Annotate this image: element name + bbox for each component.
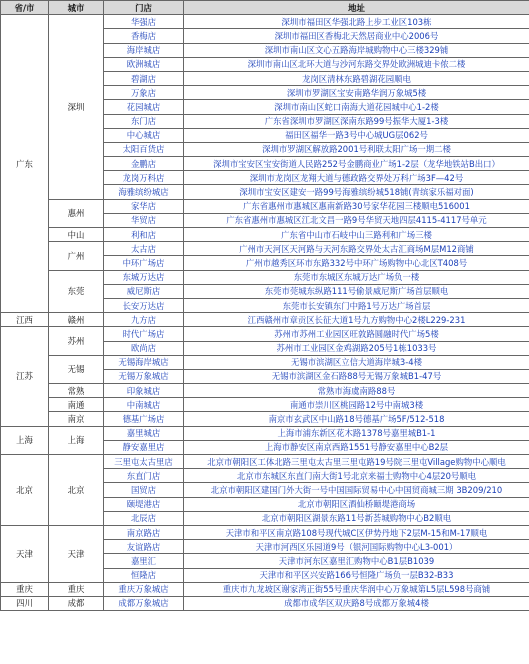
city-cell: 成都 bbox=[49, 596, 104, 610]
store-name-cell: 龙岗万科店 bbox=[104, 171, 184, 185]
store-name-cell: 长安万达店 bbox=[104, 298, 184, 312]
store-address-cell: 广东省惠州市惠城区惠南新路30号家华花园三楼顺电516001 bbox=[184, 199, 529, 213]
province-cell: 四川 bbox=[1, 596, 49, 610]
table-row bbox=[1, 15, 529, 29]
store-name-cell: 时代广场店 bbox=[104, 327, 184, 341]
store-address-cell: 深圳市宝安区建安一路99号海雅缤纷城518铺(青缤家乐福对面) bbox=[184, 185, 529, 199]
store-name-cell: 海雅缤纷城店 bbox=[104, 185, 184, 199]
table-row bbox=[1, 327, 529, 341]
table-body bbox=[1, 15, 529, 611]
header-address: 地址 bbox=[184, 1, 529, 15]
store-address-cell: 深圳市南山区蛇口南海大道花园城中心1-2楼 bbox=[184, 100, 529, 114]
city-cell: 赣州 bbox=[49, 313, 104, 327]
store-address-cell: 深圳市罗湖区解放路2001号利联太阳广场一期二楼 bbox=[184, 142, 529, 156]
store-name-cell: 东门店 bbox=[104, 114, 184, 128]
province-cell: 江苏 bbox=[1, 327, 49, 426]
table-row bbox=[1, 426, 529, 440]
province-cell: 江西 bbox=[1, 313, 49, 327]
province-cell: 北京 bbox=[1, 455, 49, 526]
store-address-cell: 天津市河东区嘉里汇购物中心B1层B1039 bbox=[184, 554, 529, 568]
city-cell: 天津 bbox=[49, 525, 104, 582]
store-name-cell: 华贸店 bbox=[104, 213, 184, 227]
city-cell: 惠州 bbox=[49, 199, 104, 227]
store-address-cell: 南通市崇川区桃园路12号中南城3楼 bbox=[184, 398, 529, 412]
store-name-cell: 恒隆店 bbox=[104, 568, 184, 582]
city-cell: 广州 bbox=[49, 242, 104, 270]
store-address-cell: 北京市朝阳区湖景东路11号新荟城购物中心B2顺电 bbox=[184, 511, 529, 525]
store-address-cell: 上海市静安区南京西路1551号静安嘉里中心B2层 bbox=[184, 440, 529, 454]
store-address-cell: 深圳市南山区文心五路海岸城购物中心三楼329铺 bbox=[184, 43, 529, 57]
table-row bbox=[1, 242, 529, 256]
store-address-cell: 北京市朝阳区酒仙桥颐堤港商场 bbox=[184, 497, 529, 511]
store-address-cell: 成都市成华区双庆路8号成都万象城4楼 bbox=[184, 596, 529, 610]
city-cell: 北京 bbox=[49, 455, 104, 526]
store-name-cell: 嘉里城店 bbox=[104, 426, 184, 440]
city-cell: 东莞 bbox=[49, 270, 104, 313]
store-name-cell: 无锡万象城店 bbox=[104, 369, 184, 383]
store-name-cell: 成都万象城店 bbox=[104, 596, 184, 610]
store-name-cell: 嘉里汇 bbox=[104, 554, 184, 568]
store-address-cell: 常熟市海虞南路88号 bbox=[184, 384, 529, 398]
store-name-cell: 家华店 bbox=[104, 199, 184, 213]
store-address-cell: 北京市朝阳区建国门外大街一号中国国际贸易中心中国贸商城三期 3B209/210 bbox=[184, 483, 529, 497]
store-name-cell: 中南城店 bbox=[104, 398, 184, 412]
header-province: 省/市 bbox=[1, 1, 49, 15]
store-name-cell: 颐堤港店 bbox=[104, 497, 184, 511]
province-cell: 上海 bbox=[1, 426, 49, 454]
store-name-cell: 德基广场店 bbox=[104, 412, 184, 426]
store-address-cell: 东莞市东城区东城万达广场负一楼 bbox=[184, 270, 529, 284]
table-row bbox=[1, 228, 529, 242]
city-cell: 无锡 bbox=[49, 355, 104, 383]
store-name-cell: 万象店 bbox=[104, 86, 184, 100]
store-address-cell: 苏州市工业园区金鸡湖路205号1栋1033号 bbox=[184, 341, 529, 355]
table-row bbox=[1, 455, 529, 469]
store-name-cell: 东城万达店 bbox=[104, 270, 184, 284]
store-address-cell: 江西赣州市章贡区长征大道1号九方购物中心2楼L229-231 bbox=[184, 313, 529, 327]
store-address-cell: 天津市和平区兴安路166号恒隆广场负一层B32-B33 bbox=[184, 568, 529, 582]
city-cell: 上海 bbox=[49, 426, 104, 454]
store-address-cell: 上海市浦东新区花木路1378号嘉里城B1-1 bbox=[184, 426, 529, 440]
store-address-cell: 北京市东城区东直门南大街1号北京来福士购物中心4层20号顺电 bbox=[184, 469, 529, 483]
store-name-cell: 花园城店 bbox=[104, 100, 184, 114]
table-row bbox=[1, 596, 529, 610]
table-row bbox=[1, 412, 529, 426]
store-address-cell: 深圳市南山区北环大道与沙河东路交界处欧洲城迪卡侬二楼 bbox=[184, 57, 529, 71]
store-address-cell: 苏州市苏州工业园区旺敦路圆融时代广场5楼 bbox=[184, 327, 529, 341]
city-cell: 重庆 bbox=[49, 582, 104, 596]
table-row bbox=[1, 525, 529, 539]
store-name-cell: 九方店 bbox=[104, 313, 184, 327]
store-address-cell: 深圳市宝安区宝安街道人民路252号金鹏商业广场1-2层（龙华地铁站B出口） bbox=[184, 157, 529, 171]
store-name-cell: 三里屯太古里店 bbox=[104, 455, 184, 469]
table-row bbox=[1, 398, 529, 412]
store-name-cell: 碧湖店 bbox=[104, 71, 184, 85]
table-row bbox=[1, 355, 529, 369]
store-name-cell: 香梅店 bbox=[104, 29, 184, 43]
store-name-cell: 威尼斯店 bbox=[104, 284, 184, 298]
table-row bbox=[1, 270, 529, 284]
store-address-cell: 广州市天河区天河路与天河东路交界处太古汇商场M层M12商铺 bbox=[184, 242, 529, 256]
store-address-cell: 无锡市滨湖区金石路88号无锡万象城B1-47号 bbox=[184, 369, 529, 383]
store-name-cell: 南京路店 bbox=[104, 525, 184, 539]
store-address-cell: 龙岗区清林东路碧湖花园顺电 bbox=[184, 71, 529, 85]
city-cell: 南京 bbox=[49, 412, 104, 426]
store-address-cell: 深圳市罗湖区宝安南路华润万象城5楼 bbox=[184, 86, 529, 100]
store-address-cell: 东莞市长安镇东门中路1号万达广场首层 bbox=[184, 298, 529, 312]
city-cell: 中山 bbox=[49, 228, 104, 242]
store-name-cell: 太古店 bbox=[104, 242, 184, 256]
store-name-cell: 无锡海岸城店 bbox=[104, 355, 184, 369]
store-name-cell: 太阳百货店 bbox=[104, 142, 184, 156]
province-cell: 重庆 bbox=[1, 582, 49, 596]
store-name-cell: 欧尚店 bbox=[104, 341, 184, 355]
store-address-cell: 广东省深圳市罗湖区深南东路99号振华大厦1-3楼 bbox=[184, 114, 529, 128]
store-name-cell: 金鹏店 bbox=[104, 157, 184, 171]
store-name-cell: 中心城店 bbox=[104, 128, 184, 142]
table-row bbox=[1, 384, 529, 398]
store-name-cell: 中环广场店 bbox=[104, 256, 184, 270]
store-address-cell: 深圳市福田区香梅北天然居商业中心2006号 bbox=[184, 29, 529, 43]
store-name-cell: 印象城店 bbox=[104, 384, 184, 398]
store-address-cell: 北京市朝阳区工体北路三里屯太古里三里屯路19号院三里屯Village购物中心顺电 bbox=[184, 455, 529, 469]
city-cell: 南通 bbox=[49, 398, 104, 412]
store-name-cell: 华强店 bbox=[104, 15, 184, 29]
province-cell: 广东 bbox=[1, 15, 49, 313]
city-cell: 常熟 bbox=[49, 384, 104, 398]
store-address-cell: 天津市河西区乐园道9号（银河国际购物中心L3-001） bbox=[184, 540, 529, 554]
store-address-cell: 天津市和平区南京路108号现代城C区伊势丹地下2层M-15和M-17顺电 bbox=[184, 525, 529, 539]
header-city: 城市 bbox=[49, 1, 104, 15]
table-row bbox=[1, 199, 529, 213]
store-name-cell: 重庆万象城店 bbox=[104, 582, 184, 596]
store-address-cell: 重庆市九龙坡区谢家湾正街55号重庆华润中心万象城第L5层L598号商铺 bbox=[184, 582, 529, 596]
store-address-cell: 深圳市龙岗区龙翔大道与德政路交界处万科广场3F—42号 bbox=[184, 171, 529, 185]
header-store: 门店 bbox=[104, 1, 184, 15]
store-name-cell: 海岸城店 bbox=[104, 43, 184, 57]
store-name-cell: 静安嘉里店 bbox=[104, 440, 184, 454]
table-row bbox=[1, 313, 529, 327]
store-address-cell: 南京市玄武区中山路18号德基广场5F/512-518 bbox=[184, 412, 529, 426]
store-name-cell: 欧洲城店 bbox=[104, 57, 184, 71]
store-name-cell: 国贸店 bbox=[104, 483, 184, 497]
store-name-cell: 东直门店 bbox=[104, 469, 184, 483]
store-address-cell: 福田区福华一路3号中心城UG层062号 bbox=[184, 128, 529, 142]
store-address-cell: 广东省惠州市惠城区江北文昌一路9号华贸天地四层4115-4117号单元 bbox=[184, 213, 529, 227]
province-cell: 天津 bbox=[1, 525, 49, 582]
store-address-cell: 无锡市滨湖区立信大道海岸城3-4楼 bbox=[184, 355, 529, 369]
store-name-cell: 利和店 bbox=[104, 228, 184, 242]
store-address-cell: 广州市越秀区环市东路332号中环广场购物中心北区T408号 bbox=[184, 256, 529, 270]
store-address-cell: 广东省中山市石岐中山三路利和广场三楼 bbox=[184, 228, 529, 242]
store-name-cell: 北辰店 bbox=[104, 511, 184, 525]
table-header bbox=[1, 1, 529, 15]
city-cell: 深圳 bbox=[49, 15, 104, 199]
header-row bbox=[1, 1, 529, 15]
store-address-cell: 东莞市莞城东纵路111号偷景威尼斯广场首层顺电 bbox=[184, 284, 529, 298]
table-row bbox=[1, 582, 529, 596]
store-address-cell: 深圳市福田区华强北路上步工业区103栋 bbox=[184, 15, 529, 29]
city-cell: 苏州 bbox=[49, 327, 104, 355]
store-name-cell: 友谊路店 bbox=[104, 540, 184, 554]
